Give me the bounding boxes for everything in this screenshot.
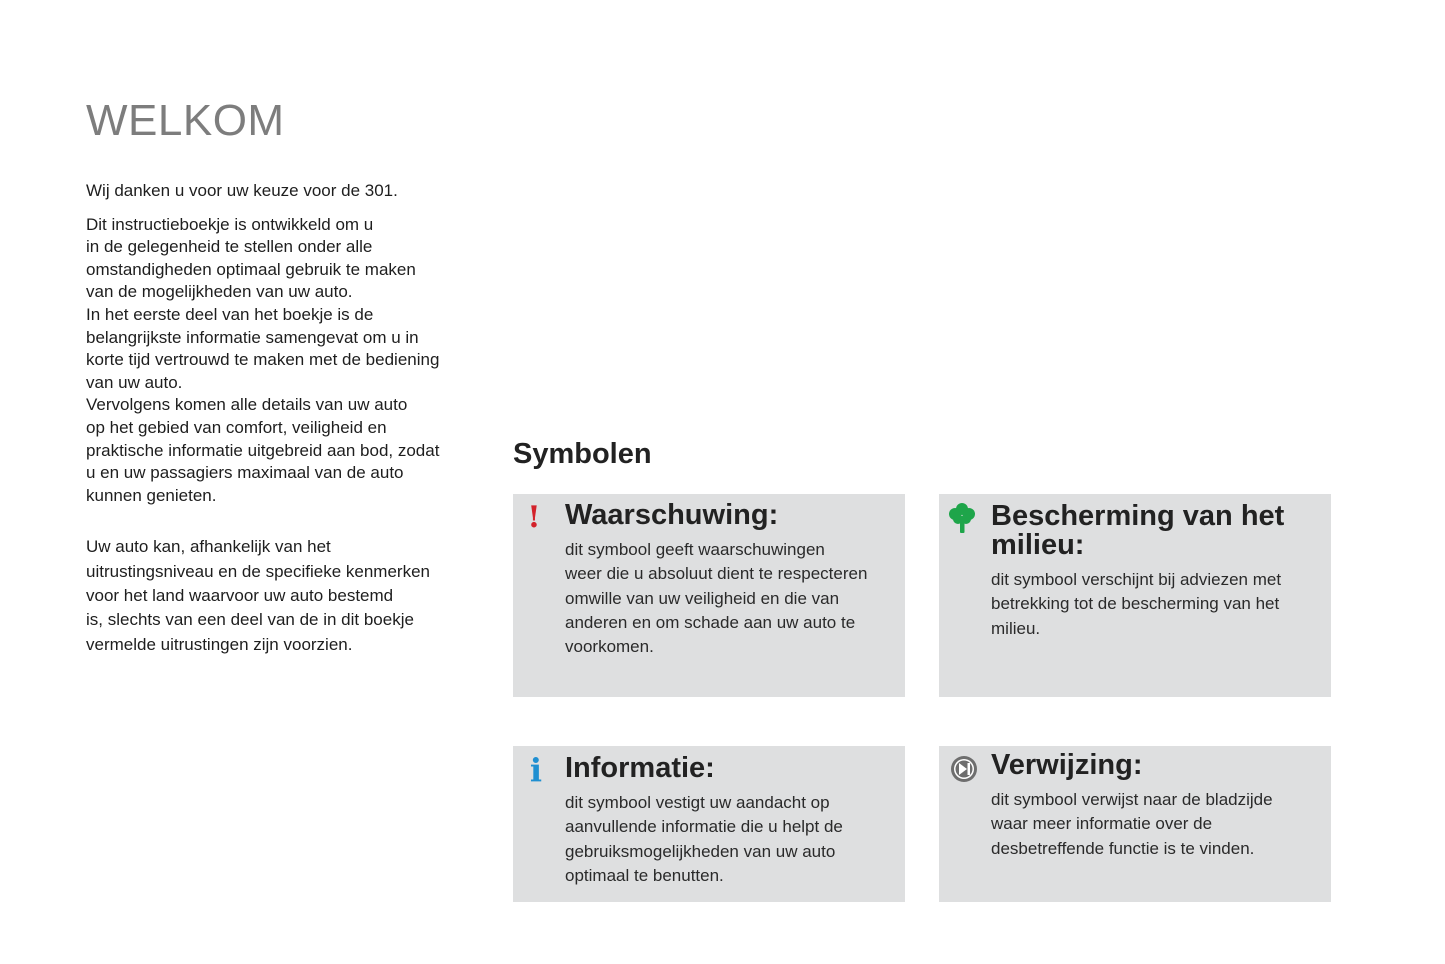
- info-icon: i: [529, 751, 543, 789]
- tree-icon: [948, 502, 976, 534]
- reference-title: Verwijzing:: [991, 749, 1143, 781]
- warning-description: dit symbool geeft waarschuwingen weer die u absoluut dient te respecteren omwille van uw veiligheid en die van anderen en om schade aan uw auto te voorkomen.: [565, 540, 868, 657]
- environment-description: dit symbool verschijnt bij adviezen met betrekking tot de bescherming van het milieu.: [991, 570, 1282, 638]
- intro-paragraph-equipment: Uw auto kan, afhankelijk van het uitrustingsniveau en de specifieke kenmerken voor het land waarvoor uw auto bestemd is, slechts van een deel van de in dit boekje vermelde uitrustingen zijn voorzien.: [86, 537, 430, 654]
- page-title: WELKOM: [86, 96, 285, 145]
- environment-symbol-box: [939, 494, 1331, 697]
- next-arrow-icon: [950, 755, 978, 783]
- symbols-heading: Symbolen: [513, 438, 652, 470]
- intro-paragraph-thanks: Wij danken u voor uw keuze voor de 301.: [86, 181, 398, 200]
- intro-paragraph-description: Dit instructieboekje is ontwikkeld om u in de gelegenheid te stellen onder alle omstandigheden optimaal gebruik te maken van de mogelijkheden van uw auto. In het eerste deel van het boekje is de belangrijkste informatie samengevat om u in korte tijd vertrouwd te maken met de bediening van uw auto. Vervolgens komen alle details van uw auto op het gebied van comfort, veiligheid en praktische informatie uitgebreid aan bod, zodat u en uw passagiers maximaal van de auto kunnen genieten.: [86, 214, 440, 505]
- info-symbol-box: [513, 746, 905, 902]
- intro-text: [86, 180, 486, 657]
- warning-exclamation-icon: !: [527, 500, 541, 535]
- reference-description: dit symbool verwijst naar de bladzijde waar meer informatie over de desbetreffende functie is te vinden.: [991, 790, 1273, 858]
- warning-symbol-box: [513, 494, 905, 697]
- environment-title: Bescherming van het milieu:: [991, 500, 1285, 561]
- info-title: Informatie:: [565, 752, 715, 784]
- info-description: dit symbool vestigt uw aandacht op aanvullende informatie die u helpt de gebruiksmogelijkheden van uw auto optimaal te benutten.: [565, 793, 843, 885]
- warning-title: Waarschuwing:: [565, 499, 779, 531]
- reference-symbol-box: [939, 746, 1331, 902]
